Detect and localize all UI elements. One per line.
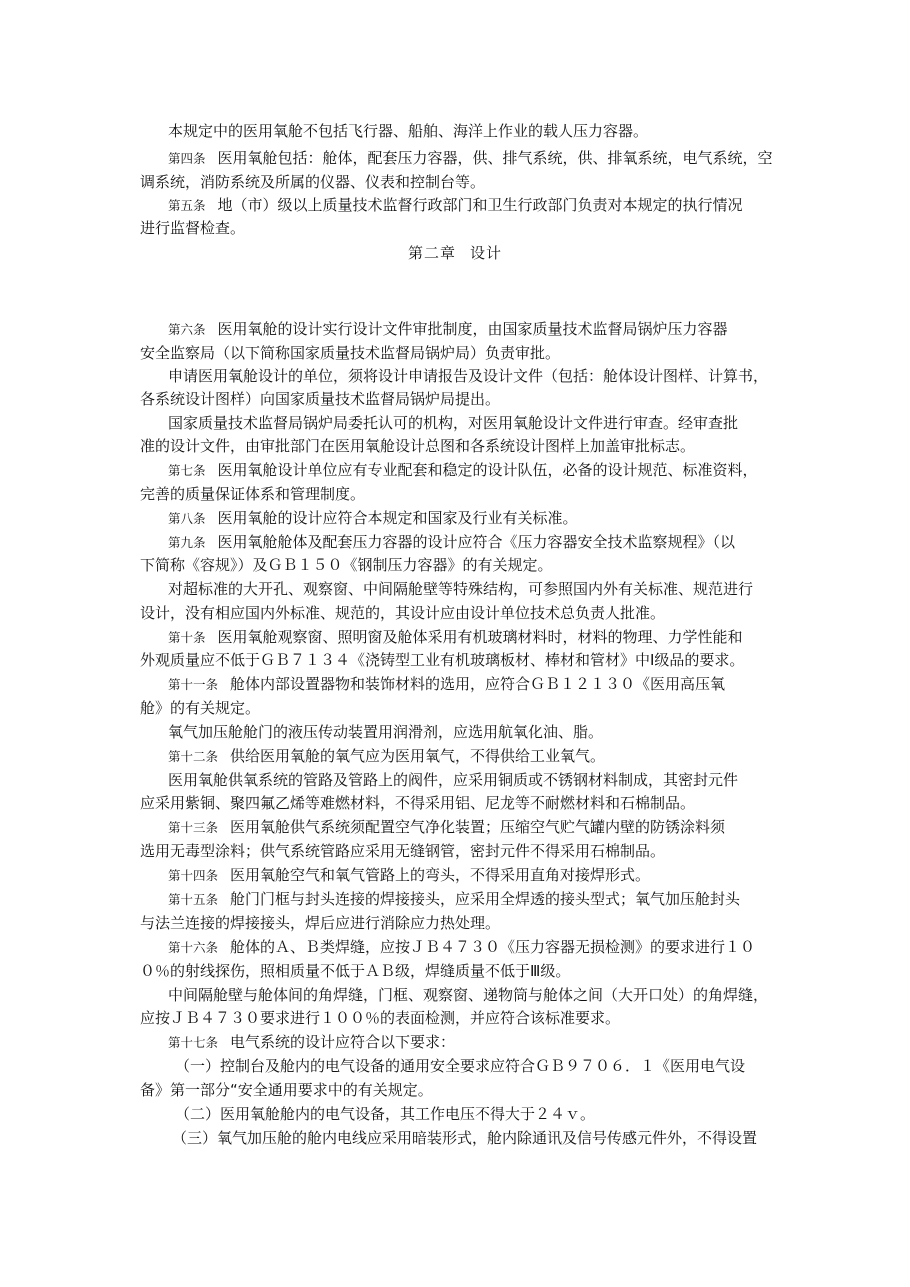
- text: （二）医用氧舱舱内的电气设备，其工作电压不得大于２４ｖ。: [175, 1105, 596, 1123]
- paragraph-line: [168, 770, 808, 790]
- article-number: 第十七条: [168, 1035, 219, 1050]
- text: 与法兰连接的焊接接头，焊后应进行消除应力热处理。: [140, 914, 501, 932]
- text: 对超标准的大开孔、观察窗、中间隔舱壁等特殊结构，可参照国内外有关标准、规范进行: [168, 580, 754, 598]
- paragraph-line: [168, 366, 808, 386]
- text: 供给医用氧舱的氧气应为医用氧气，不得供给工业氧气。: [230, 747, 606, 765]
- paragraph-line: [140, 841, 780, 861]
- text: 医用氧舱包括：舱体，配套压力容器，供、排气系统，供、排氧系统，电气系统，空: [217, 149, 773, 167]
- text: 医用氧舱的设计实行设计文件审批制度，由国家质量技术监督局锅炉压力容器: [217, 320, 728, 338]
- text: 医用氧舱空气和氧气管路上的弯头，不得采用直角对接焊形式。: [230, 866, 651, 884]
- chapter-title: 设计: [470, 244, 503, 262]
- article-17-line: [168, 1032, 808, 1053]
- text: 国家质量技术监督局锅炉局委托认可的机构，对医用氧舱设计文件进行审查。经审查批: [168, 414, 739, 432]
- text: 外观质量应不低于ＧＢ７１３４《浇铸型工业有机玻璃板材、棒材和管材》中Ⅰ级品的要求。: [140, 651, 745, 669]
- paragraph-line: [168, 722, 808, 742]
- article-10-line: [168, 627, 808, 648]
- paragraph-line: [140, 555, 780, 575]
- paragraph-line: [140, 1008, 780, 1028]
- article-12-line: [168, 746, 808, 767]
- text: 中间隔舱壁与舱体间的角焊缝，门框、观察窗、递物筒与舱体之间（大开口处）的角焊缝，: [168, 986, 769, 1004]
- text: 氧气加压舱舱门的液压传动装置用润滑剂，应选用航氧化油、脂。: [168, 723, 604, 741]
- article-8-line: [168, 508, 808, 529]
- article-11-line: [168, 674, 808, 695]
- text: 地（市）级以上质量技术监督行政部门和卫生行政部门负责对本规定的执行情况: [217, 196, 743, 214]
- text: （三）氧气加压舱的舱内电线应采用暗装形式，舱内除通讯及信号传感元件外，不得设置: [172, 1129, 758, 1147]
- article-number: 第十二条: [168, 749, 219, 764]
- text: 下简称《容规》）及ＧＢ１５０《钢制压力容器》的有关规定。: [140, 556, 553, 574]
- text: 调系统，消防系统及所属的仪器、仪表和控制台等。: [140, 173, 486, 191]
- text: 医用氧舱供气系统须配置空气净化装置；压缩空气贮气罐内壁的防锈涂料须: [230, 818, 726, 836]
- article-13-line: [168, 817, 808, 838]
- paragraph-line: [140, 793, 780, 813]
- article-number: 第十六条: [168, 940, 219, 955]
- text: 医用氧舱舱体及配套压力容器的设计应符合《压力容器安全技术监察规程》（以: [217, 533, 736, 551]
- text: 设计，没有相应国内外标准、规范的，其设计应由设计单位技术总负责人批准。: [140, 604, 666, 622]
- article-number: 第十一条: [168, 677, 219, 692]
- article-7-line: [168, 460, 808, 481]
- paragraph-line: [140, 1080, 780, 1100]
- text: 应采用紫铜、聚四氟乙烯等难燃材料，不得采用铝、尼龙等不耐燃材料和石棉制品。: [140, 794, 696, 812]
- paragraph-line: [140, 961, 780, 981]
- article-14-line: [168, 865, 808, 886]
- paragraph-line: [168, 413, 808, 433]
- text: 医用氧舱设计单位应有专业配套和稳定的设计队伍，必备的设计规范、标准资料，: [217, 461, 758, 479]
- article-number: 第十五条: [168, 892, 219, 907]
- paragraph-line: [168, 121, 808, 141]
- text: 医用氧舱供氧系统的管路及管路上的阀件，应采用铜质或不锈钢材料制成，其密封元件: [168, 771, 739, 789]
- paragraph-line: [140, 603, 780, 623]
- list-item-1: [175, 1056, 785, 1076]
- article-5-line: [168, 195, 808, 216]
- text: 舱体的Ａ、Ｂ类焊缝，应按ＪＢ４７３０《压力容器无损检测》的要求进行１０: [230, 938, 756, 956]
- list-item-2: [175, 1104, 785, 1124]
- text: 进行监督检查。: [140, 219, 246, 237]
- article-number: 第十四条: [168, 868, 219, 883]
- article-4-line: [168, 148, 808, 169]
- text: ０％的射线探伤，照相质量不低于ＡＢ级，焊缝质量不低于Ⅲ级。: [140, 962, 571, 980]
- chapter-heading: [0, 243, 910, 263]
- text: 电气系统的设计应符合以下要求：: [230, 1033, 456, 1051]
- paragraph-line: [168, 985, 808, 1005]
- text: 医用氧舱的设计应符合本规定和国家及行业有关标准。: [217, 509, 578, 527]
- text: 应按ＪＢ４７３０要求进行１００％的表面检测，并应符合该标准要求。: [140, 1009, 621, 1027]
- paragraph-line: [140, 650, 780, 670]
- text: 本规定中的医用氧舱不包括飞行器、船舶、海洋上作业的载人压力容器。: [168, 122, 649, 140]
- article-16-line: [168, 937, 808, 958]
- article-number: 第八条: [168, 511, 206, 526]
- text: 舱》的有关规定。: [140, 699, 261, 717]
- text: 安全监察局（以下简称国家质量技术监督局锅炉局）负责审批。: [140, 344, 561, 362]
- article-number: 第五条: [168, 198, 206, 213]
- paragraph-line: [168, 579, 808, 599]
- article-number: 第六条: [168, 322, 206, 337]
- chapter-number: 第二章: [407, 244, 456, 262]
- text: 准的设计文件，由审批部门在医用氧舱设计总图和各系统设计图样上加盖审批标志。: [140, 437, 696, 455]
- paragraph-line: [140, 698, 780, 718]
- article-6-line: [168, 319, 808, 340]
- article-number: 第七条: [168, 463, 206, 478]
- article-number: 第四条: [168, 151, 206, 166]
- text: 完善的质量保证体系和管理制度。: [140, 485, 366, 503]
- article-15-line: [168, 889, 808, 910]
- text: 备》第一部分“安全通用要求中的有关规定。: [140, 1081, 433, 1099]
- article-number: 第十条: [168, 630, 206, 645]
- text: （一）控制台及舱内的电气设备的通用安全要求应符合ＧＢ９７０６．１《医用电气设: [175, 1057, 746, 1075]
- text: 医用氧舱观察窗、照明窗及舱体采用有机玻璃材料时，材料的物理、力学性能和: [217, 628, 743, 646]
- paragraph-line: [140, 436, 780, 456]
- paragraph-line: [140, 484, 780, 504]
- list-item-3: [172, 1128, 784, 1148]
- paragraph-line: [140, 172, 780, 192]
- article-number: 第九条: [168, 535, 206, 550]
- text: 舱体内部设置器物和装饰材料的选用，应符合ＧＢ１２１３０《医用高压氧: [230, 675, 726, 693]
- article-number: 第十三条: [168, 820, 219, 835]
- paragraph-line: [140, 343, 780, 363]
- paragraph-line: [140, 913, 780, 933]
- paragraph-line: [140, 389, 780, 409]
- text: 舱门门框与封头连接的焊接接头，应采用全焊透的接头型式；氧气加压舱封头: [230, 890, 741, 908]
- text: 申请医用氧舱设计的单位，须将设计申请报告及设计文件（包括：舱体设计图样、计算书，: [168, 367, 769, 385]
- text: 各系统设计图样）向国家质量技术监督局锅炉局提出。: [140, 390, 501, 408]
- text: 选用无毒型涂料；供气系统管路应采用无缝钢管，密封元件不得采用石棉制品。: [140, 842, 666, 860]
- paragraph-line: [140, 218, 780, 238]
- article-9-line: [168, 532, 808, 553]
